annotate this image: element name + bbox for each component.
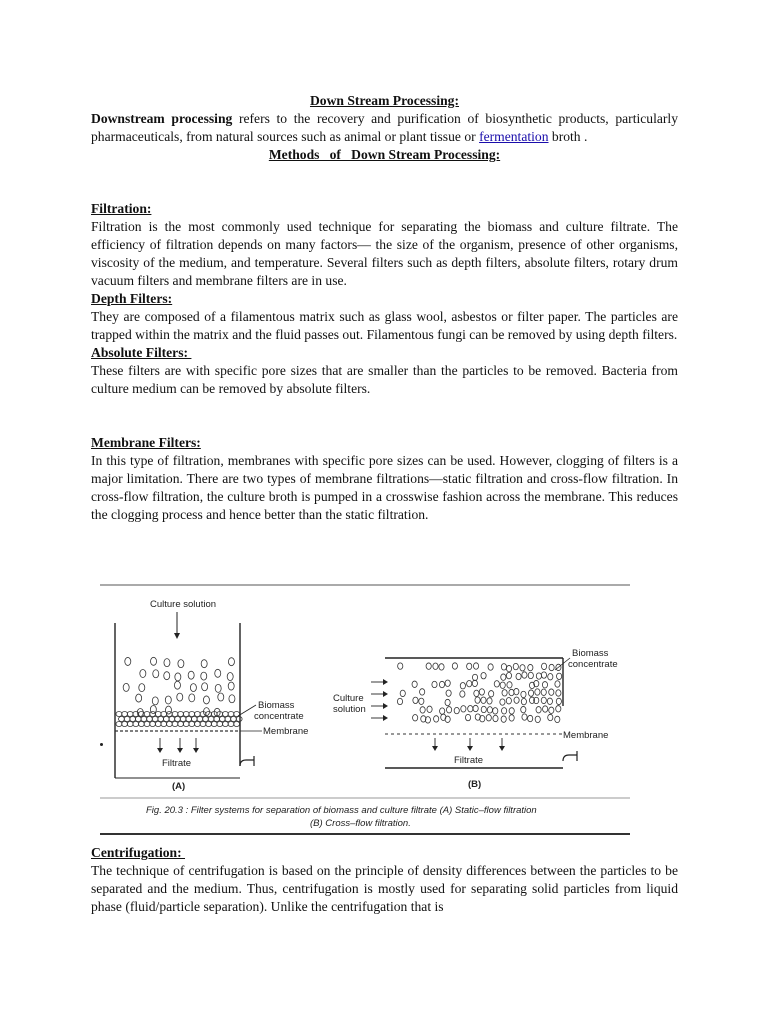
intro-paragraph xyxy=(91,110,678,146)
a-biomass-label-1: Biomass xyxy=(258,700,295,711)
absolute-filters-text: These filters are with specific pore sizes that are smaller than the particles to be removed. Bacteria from culture medium can be removed by absolute filters. xyxy=(91,363,678,396)
cell xyxy=(412,681,417,687)
cell xyxy=(201,660,207,668)
a-outlet-pipe xyxy=(240,760,254,766)
cell xyxy=(133,722,139,727)
cell xyxy=(502,708,507,714)
cell xyxy=(541,697,546,703)
cell xyxy=(528,664,533,670)
cell xyxy=(487,698,492,704)
cell xyxy=(488,664,493,670)
cell xyxy=(197,717,203,722)
b-filtrate-arrowheads xyxy=(432,746,505,751)
cell xyxy=(135,717,141,722)
cell xyxy=(445,680,450,686)
b-filtrate-label: Filtrate xyxy=(454,755,484,766)
cell xyxy=(174,681,180,689)
cell xyxy=(493,708,498,714)
cell xyxy=(225,717,231,722)
cell xyxy=(549,707,554,713)
cell xyxy=(507,682,512,688)
cell xyxy=(536,707,541,713)
cell xyxy=(506,665,511,671)
cell xyxy=(201,672,207,680)
cell xyxy=(520,665,525,671)
b-panel-label: (B) xyxy=(468,779,482,790)
cell xyxy=(506,672,511,678)
cell xyxy=(535,689,540,695)
cell xyxy=(536,673,541,679)
filtration-heading: Filtration: xyxy=(91,201,152,216)
cell xyxy=(178,660,184,668)
centrifugation-section xyxy=(91,844,678,916)
b-input-arrowheads xyxy=(383,679,388,721)
cell xyxy=(461,706,466,712)
cell xyxy=(548,674,553,680)
b-input-arrows xyxy=(371,682,385,718)
cell xyxy=(147,717,153,722)
cell xyxy=(557,673,562,679)
cell xyxy=(434,716,439,722)
cell xyxy=(214,717,220,722)
cell xyxy=(228,712,234,717)
cell xyxy=(228,658,234,666)
cell xyxy=(501,716,506,722)
cell xyxy=(501,674,506,680)
cell xyxy=(124,717,130,722)
cell xyxy=(218,693,224,701)
cell xyxy=(175,717,181,722)
cell xyxy=(215,669,221,677)
cell xyxy=(189,712,195,717)
cell xyxy=(475,697,480,703)
cell xyxy=(440,708,445,714)
cell xyxy=(202,683,208,691)
a-membrane-label: Membrane xyxy=(263,726,309,737)
cell xyxy=(481,697,486,703)
b-membrane-label: Membrane xyxy=(563,730,609,741)
cell xyxy=(556,706,561,712)
cell xyxy=(200,722,206,727)
cell xyxy=(509,715,514,721)
cell xyxy=(206,712,212,717)
b-culture-label-1: Culture xyxy=(333,693,364,704)
cell xyxy=(150,712,156,717)
cell xyxy=(219,717,225,722)
b-biomass-label-2: concentrate xyxy=(568,659,618,670)
cell xyxy=(116,722,122,727)
b-cells xyxy=(397,663,561,723)
cell xyxy=(123,683,129,691)
cell xyxy=(473,663,478,669)
cell xyxy=(228,722,234,727)
cell xyxy=(189,694,195,702)
intro-text-end: broth . xyxy=(548,129,588,144)
cell xyxy=(155,712,161,717)
cell xyxy=(139,684,145,692)
cell xyxy=(194,722,200,727)
cell xyxy=(542,682,547,688)
cell xyxy=(152,697,158,705)
cell xyxy=(136,694,142,702)
cell xyxy=(481,706,486,712)
cell xyxy=(127,712,133,717)
cell xyxy=(161,712,167,717)
cell xyxy=(231,717,237,722)
cell xyxy=(122,712,128,717)
cell xyxy=(433,663,438,669)
cell xyxy=(186,717,192,722)
cell xyxy=(208,717,214,722)
cell xyxy=(494,681,499,687)
filtration-figure xyxy=(100,578,635,840)
cell xyxy=(165,696,171,704)
cell xyxy=(514,697,519,703)
cell xyxy=(222,722,228,727)
cell xyxy=(200,712,206,717)
page-title: Down Stream Processing: xyxy=(309,93,459,108)
cell xyxy=(501,664,506,670)
cell xyxy=(454,707,459,713)
cell xyxy=(116,712,122,717)
cell xyxy=(547,698,552,704)
cell xyxy=(158,717,164,722)
cell xyxy=(522,672,527,678)
depth-filters-heading: Depth Filters: xyxy=(91,291,173,306)
cell xyxy=(190,684,196,692)
cell xyxy=(144,722,150,727)
cell xyxy=(166,722,172,727)
cell xyxy=(472,680,477,686)
cell xyxy=(500,699,505,705)
cell xyxy=(206,722,212,727)
a-filtrate-label: Filtrate xyxy=(162,758,192,769)
cell xyxy=(489,691,494,697)
cell xyxy=(460,683,465,689)
cell xyxy=(183,712,189,717)
cell xyxy=(432,681,437,687)
cell xyxy=(549,689,554,695)
cell xyxy=(125,657,131,665)
cell xyxy=(521,698,526,704)
cell xyxy=(439,664,444,670)
cell xyxy=(514,688,519,694)
cell xyxy=(528,672,533,678)
cell xyxy=(151,657,157,665)
figure-caption-line-2: (B) Cross–flow filtration. xyxy=(310,818,411,829)
cell xyxy=(556,698,561,704)
cell xyxy=(150,722,156,727)
methods-heading: Methods of Down Stream Processing: xyxy=(268,147,501,162)
depth-filters-text: They are composed of a filamentous matrix such as glass wool, asbestos or filter paper. The particles are trapped within the matrix and the fluid passes out. Filamentous fungi can be removed by using depth filters. xyxy=(91,309,678,342)
cell xyxy=(556,690,561,696)
cell xyxy=(474,690,479,696)
cell xyxy=(541,689,546,695)
cell xyxy=(446,707,451,713)
cell xyxy=(506,698,511,704)
cell xyxy=(473,705,478,711)
cell xyxy=(203,696,209,704)
cell xyxy=(513,663,518,669)
cell xyxy=(153,670,159,678)
cell xyxy=(163,717,169,722)
cell xyxy=(141,717,147,722)
cell xyxy=(152,717,158,722)
centrifugation-text: The technique of centrifugation is based on the principle of density differences between the particles to be separated and the medium. Thus, centrifugation is mostly used for separating solid particles from liquid phase (fluid/particle separation). Unlike the centrifugation that is xyxy=(91,863,678,914)
cell xyxy=(133,712,139,717)
cell xyxy=(460,691,465,697)
cell xyxy=(191,717,197,722)
b-outlet-pipe xyxy=(563,755,577,761)
cell xyxy=(183,722,189,727)
cell xyxy=(229,695,235,703)
cell xyxy=(420,689,425,695)
cell xyxy=(446,690,451,696)
cell xyxy=(541,663,546,669)
cell xyxy=(500,682,505,688)
cell xyxy=(172,712,178,717)
document-body xyxy=(91,92,678,524)
cell xyxy=(400,690,405,696)
cell xyxy=(528,715,533,721)
cell xyxy=(413,697,418,703)
cell xyxy=(479,689,484,695)
cell xyxy=(217,722,223,727)
cell xyxy=(234,722,240,727)
centrifugation-heading: Centrifugation: xyxy=(91,845,186,860)
cell xyxy=(543,706,548,712)
cell xyxy=(509,689,514,695)
cell xyxy=(420,707,425,713)
cell xyxy=(180,717,186,722)
cell xyxy=(419,698,424,704)
cell xyxy=(502,690,507,696)
a-biomass-label-2: concentrate xyxy=(254,711,304,722)
cell xyxy=(155,722,161,727)
cell xyxy=(189,722,195,727)
b-biomass-label-1: Biomass xyxy=(572,648,609,659)
cell xyxy=(178,712,184,717)
cell xyxy=(481,672,486,678)
cell xyxy=(177,693,183,701)
cell xyxy=(169,717,175,722)
cell xyxy=(493,715,498,721)
cell xyxy=(439,681,444,687)
cell xyxy=(227,673,233,681)
cell xyxy=(398,663,403,669)
cell xyxy=(555,716,560,722)
cell xyxy=(228,682,234,690)
cell xyxy=(397,698,402,704)
cell xyxy=(211,722,217,727)
cell xyxy=(445,699,450,705)
cell xyxy=(161,722,167,727)
cell xyxy=(203,717,209,722)
a-filtrate-arrowheads xyxy=(157,748,199,753)
cell xyxy=(427,706,432,712)
cell xyxy=(528,690,533,696)
cell xyxy=(549,664,554,670)
intro-term: Downstream processing xyxy=(91,111,233,126)
cell xyxy=(222,712,228,717)
cell xyxy=(164,672,170,680)
absolute-filters-heading: Absolute Filters: xyxy=(91,345,192,360)
cell xyxy=(535,716,540,722)
cell xyxy=(194,712,200,717)
a-culture-solution-label: Culture solution xyxy=(150,599,217,610)
filtration-text: Filtration is the most commonly used technique for separating the biomass and culture filtrate. The efficiency of filtration depends on many factors— the size of the organism, presence of other organisms, viscosity of the medium, and temperature. Several filters such as depth filters, absolute filters, rotary drum vacuum filters and membrane filters are in use. xyxy=(91,219,678,288)
membrane-filters-heading: Membrane Filters: xyxy=(91,435,201,450)
cell xyxy=(467,680,472,686)
cell xyxy=(413,715,418,721)
membrane-filters-text: In this type of filtration, membranes with specific pore sizes can be used. However, clogging of filters is a major limitation. There are two types of membrane filtrations—static filtration and cross-flow filtration. In cross-flow filtration, the culture broth is pumped in a crosswise fashion across the membrane. This reduces the clogging process and hence better than the static filtration. xyxy=(91,453,678,522)
cell xyxy=(487,707,492,713)
cell xyxy=(236,717,242,722)
cell xyxy=(468,706,473,712)
cell xyxy=(138,722,144,727)
cell xyxy=(215,684,221,692)
cell xyxy=(188,671,194,679)
cell xyxy=(172,722,178,727)
cell xyxy=(541,672,546,678)
cell xyxy=(119,717,125,722)
a-suspended-cells xyxy=(123,657,235,716)
fermentation-link[interactable]: fermentation xyxy=(479,129,549,144)
intro-text: refers to the recovery and purification of biosynthetic products, particularly pharmaceuticals, from natural sources such as animal or plant tissue or xyxy=(91,111,678,144)
cell xyxy=(486,715,491,721)
cell xyxy=(140,669,146,677)
cell xyxy=(465,714,470,720)
cell xyxy=(509,708,514,714)
cell xyxy=(178,722,184,727)
cell xyxy=(426,663,431,669)
cell xyxy=(522,714,527,720)
b-culture-label-2: solution xyxy=(333,704,366,715)
cell xyxy=(130,717,136,722)
cell xyxy=(122,722,128,727)
cell xyxy=(548,714,553,720)
cell xyxy=(164,659,170,667)
cell xyxy=(144,712,150,717)
cell xyxy=(175,673,181,681)
cell xyxy=(516,673,521,679)
cell xyxy=(521,706,526,712)
cell xyxy=(467,663,472,669)
a-biomass-layer xyxy=(116,712,242,727)
cell xyxy=(127,722,133,727)
filtration-diagram xyxy=(100,578,635,840)
cell xyxy=(521,691,526,697)
cell xyxy=(555,681,560,687)
cell xyxy=(452,663,457,669)
a-panel-label: (A) xyxy=(172,781,186,792)
cell xyxy=(472,674,477,680)
figure-caption-line-1: Fig. 20.3 : Filter systems for separation of biomass and culture filtrate (A) Static–flow filtration xyxy=(146,805,537,816)
a-input-arrowhead xyxy=(174,633,180,639)
